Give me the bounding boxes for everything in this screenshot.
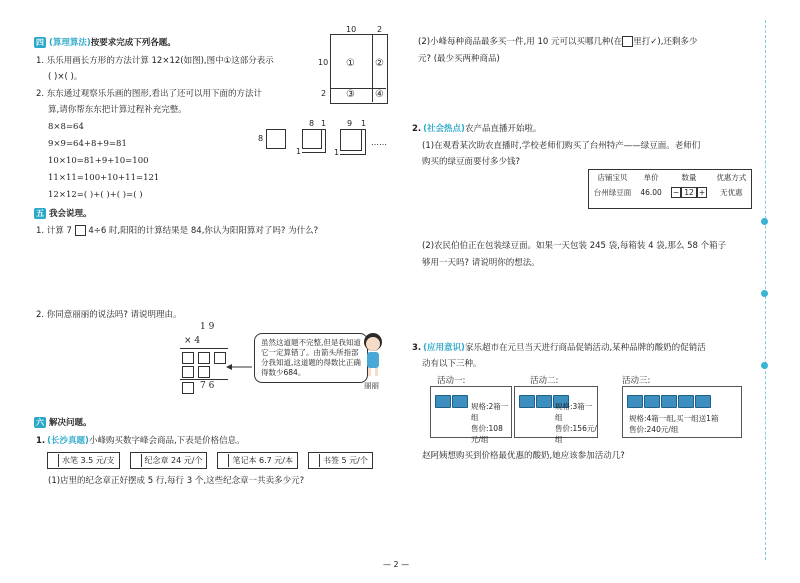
- s6-q3-question: 赵阿姨想购买到价格最优惠的酸奶,她应该参加活动几?: [422, 451, 625, 461]
- s6-q1-sub2-text-b: 里打✓),还剩多少: [633, 37, 698, 47]
- price-item-pen: [47, 452, 120, 469]
- s6-q2-sub2-line2: 够用一天吗? 请说明你的想法。: [422, 258, 540, 268]
- equation-4: 11×11=100+10+11=121: [48, 173, 160, 183]
- sq-a-side: 8: [258, 134, 264, 143]
- s6-q3-heading: 3. (应用意识)家乐超市在元旦当天进行商品促销活动,某种品牌的酸奶的促销活: [412, 343, 706, 353]
- s5-q2: 2. 你同意丽丽的说法吗? 请说明理由。: [36, 310, 182, 320]
- speech-bubble: 虽然这道题不完整,但是我知道它一定算错了。由箭头所指部分我知道,这道题的得数比正确得数少684。: [254, 333, 368, 383]
- s5-q1-part2: 4÷6 时,阳阳的计算结果是 84,你认为阳阳算对了吗? 为什么?: [88, 226, 319, 236]
- girl-avatar-icon: [358, 330, 388, 378]
- shop-header-price: 单价: [643, 173, 659, 182]
- section-5-title: 我会说理。: [49, 209, 92, 219]
- shop-item-price: 46.00: [640, 188, 662, 197]
- yogurt-crates-icon: [435, 395, 469, 410]
- s6-q1-text: 小峰购买数字峰会商品,下表是价格信息。: [88, 436, 245, 446]
- section-4-number: 四: [36, 38, 44, 47]
- sq-c-side: 1: [334, 148, 340, 157]
- grid-cell-2: ②: [375, 58, 384, 69]
- promo-2-title: 活动二:: [530, 376, 559, 386]
- s6-q2-heading: 2. (社会热点)农产品直播开始啦。: [412, 124, 542, 134]
- s6-q2-sub1-line1: (1)在观看某次助农直播时,学校老师们购买了台州特产——绿豆面。老师们: [422, 141, 701, 151]
- qty-value: 12: [681, 187, 697, 198]
- sq-ellipsis: ……: [371, 138, 387, 147]
- grid-cell-1: ①: [346, 58, 355, 69]
- promo-2-spec: 规格:3箱一组: [555, 402, 593, 422]
- s6-q1-sub2-text-a: (2)小峰每种商品最多买一件,用 10 元可以买哪几种(在: [418, 37, 623, 47]
- shop-header-discount: 优惠方式: [716, 173, 747, 182]
- mul-top-digits: 1 9: [200, 322, 215, 332]
- promo-card-2: [514, 386, 598, 444]
- sq-b-top: 8: [309, 119, 315, 128]
- edge-dot-3: [761, 362, 768, 369]
- sq-b-side: 1: [296, 147, 302, 156]
- s6-q1-tag: (长沙真题): [47, 436, 89, 446]
- shop-table: [588, 169, 752, 209]
- edge-dot-2: [761, 290, 768, 297]
- equation-5: 12×12=( )+( )+( )=( ): [48, 190, 143, 200]
- grid-label-left-bottom: 2: [321, 89, 327, 98]
- sq-c-top2: 1: [361, 119, 367, 128]
- section-6-title: 解决问题。: [49, 418, 92, 428]
- check-box[interactable]: [48, 454, 59, 467]
- grid-label-top-right: 2: [377, 25, 383, 34]
- s6-q1-sub2-line2: 元? (最少买两种商品): [418, 54, 500, 64]
- shop-item-discount: 无优惠: [720, 188, 743, 197]
- s5-q1: [36, 224, 318, 236]
- equation-3: 10×10=81+9+10=100: [48, 156, 149, 166]
- s6-q3-line1: 家乐超市在元旦当天进行商品促销活动,某种品牌的酸奶的促销活: [464, 343, 706, 353]
- page-number: — 2 —: [383, 560, 410, 569]
- check-box[interactable]: [309, 454, 320, 467]
- section-6-number: 六: [36, 418, 44, 427]
- promo-1-price: 售价:108元/组: [471, 424, 503, 444]
- price-item-bookmark: [308, 452, 373, 469]
- promo-card-1: [430, 386, 512, 444]
- grid-cell-3: ③: [346, 89, 355, 100]
- section-5-number: 五: [36, 209, 44, 218]
- s4-q2-line1: 2. 东东通过观察乐乐画的图形,看出了还可以用下面的方法计: [36, 89, 263, 99]
- girl-name: 丽丽: [364, 381, 379, 390]
- promo-card-3: [622, 386, 742, 438]
- promo-1-title: 活动一:: [437, 376, 466, 386]
- promo-1-spec: 规格:2箱一组: [471, 402, 509, 422]
- qty-stepper[interactable]: [666, 185, 712, 200]
- sq-c-top: 9: [347, 119, 353, 128]
- s6-q2-sub1-line2: 购买的绿豆面要付多少钱?: [422, 157, 521, 167]
- section-4-title: 按要求完成下列各题。: [90, 38, 176, 48]
- shop-header-item: 店铺宝贝: [597, 173, 628, 182]
- equation-2: 9×9=64+8+9=81: [48, 139, 127, 149]
- price-badge-text: 纪念章 24 元/个: [144, 456, 203, 465]
- plus-button[interactable]: +: [698, 188, 706, 197]
- promo-3-price: 售价:240元/组: [629, 425, 679, 434]
- price-bookmark-text: 书签 5 元/个: [323, 456, 368, 465]
- s4-q1-line2: ( )×( )。: [48, 72, 83, 82]
- minus-button[interactable]: −: [672, 188, 680, 197]
- s6-q1-sub2-line1: [418, 35, 697, 47]
- section-6-heading: [34, 416, 92, 428]
- equation-1: 8×8=64: [48, 122, 84, 132]
- grid-label-left: 10: [318, 58, 329, 67]
- section-5-heading: [34, 207, 92, 219]
- promo-3-spec: 规格:4箱一组,买一组送1箱: [629, 414, 719, 423]
- s6-q1-sub1: (1)店里的纪念章正好摆成 5 行,每行 3 个,这些纪念章一共卖多少元?: [48, 476, 305, 486]
- section-4-tag: (算理算法): [49, 38, 91, 48]
- price-list: [47, 452, 373, 469]
- s6-q3-line2: 动有以下三种。: [422, 359, 482, 369]
- shop-item-name: 台州绿豆面: [593, 188, 632, 197]
- s6-q2-tag: (社会热点): [423, 124, 465, 134]
- blank-digit-box[interactable]: [75, 225, 86, 236]
- edge-dot-1: [761, 218, 768, 225]
- s5-q1-part1: 1. 计算 7: [36, 226, 72, 236]
- mul-result-digits: 7 6: [200, 381, 215, 391]
- yogurt-crates-icon: [627, 395, 712, 410]
- grid-cell-4: ④: [375, 89, 384, 100]
- s6-q2-sub2-line1: (2)农民伯伯正在包装绿豆面。如果一天包装 245 袋,每箱装 4 袋,那么 58 个箱子: [422, 241, 727, 251]
- s6-q3-tag: (应用意识): [423, 343, 465, 353]
- check-box-inline[interactable]: [622, 36, 633, 47]
- promo-2-price: 售价:156元/组: [555, 424, 597, 444]
- s4-q2-line2: 算,请你帮东东把计算过程补充完整。: [48, 105, 187, 115]
- mul-second-row: × 4: [184, 336, 201, 346]
- promo-3-title: 活动三:: [622, 376, 651, 386]
- sq-b-top2: 1: [321, 119, 327, 128]
- check-box[interactable]: [131, 454, 142, 467]
- shop-header-qty: 数量: [681, 173, 697, 182]
- price-notebook-text: 笔记本 6.7 元/本: [232, 456, 293, 465]
- s6-q1: 1. (长沙真题)小峰购买数字峰会商品,下表是价格信息。: [36, 436, 245, 446]
- section-4-heading: [34, 36, 176, 48]
- s6-q2-text: 农产品直播开始啦。: [464, 124, 542, 134]
- check-box[interactable]: [218, 454, 229, 467]
- s4-q1-line1: 1. 乐乐用画长方形的方法计算 12×12(如图),图中①这部分表示: [36, 56, 274, 66]
- price-item-badge: [130, 452, 208, 469]
- grid-label-top: 10: [346, 25, 357, 34]
- price-pen-text: 水笔 3.5 元/支: [62, 456, 115, 465]
- price-item-notebook: [217, 452, 298, 469]
